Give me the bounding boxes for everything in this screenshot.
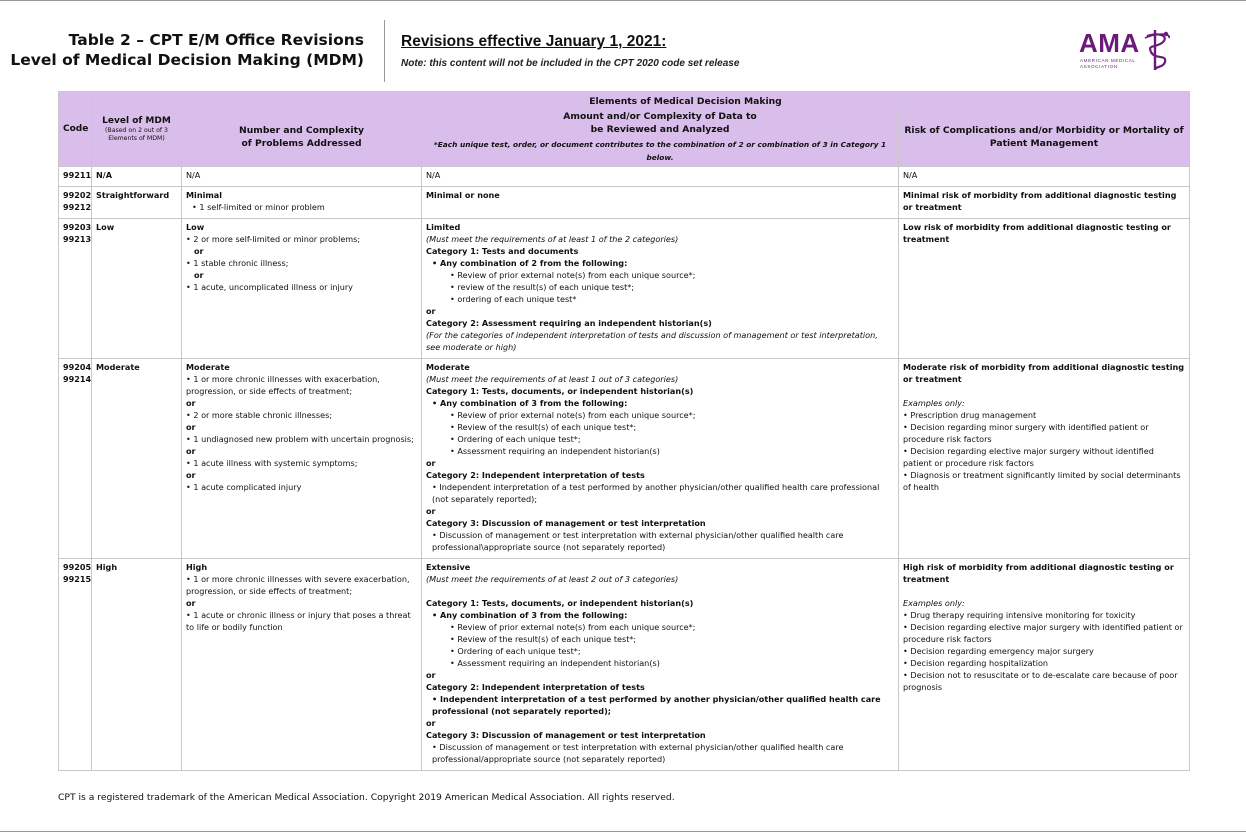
cell-line: N/A	[426, 170, 441, 180]
header-data-line-2: be Reviewed and Analyzed	[590, 124, 730, 135]
cpt-code-cell: 99204 99214	[59, 359, 92, 559]
title-line-2: Level of Medical Decision Making (MDM)	[10, 51, 364, 69]
mdm-level-cell: High	[92, 559, 182, 771]
cell-line: (For the categories of independent interpretation of tests and discussion of management or test interpretation, see moderate or high)	[426, 330, 878, 352]
cell-line: Minimal risk of morbidity from additional diagnostic testing or treatment	[903, 190, 1177, 212]
cell-line: • Decision regarding minor surgery with identified patient or procedure risk factors	[903, 422, 1149, 444]
mdm-level-cell: Low	[92, 219, 182, 359]
data-cell	[422, 187, 899, 219]
mdm-level-cell: Straightforward	[92, 187, 182, 219]
cell-line: Examples only:	[903, 598, 965, 608]
cell-line: • Review of the result(s) of each unique test*;	[450, 422, 637, 432]
header-problems-line-2: of Problems Addressed	[241, 138, 362, 149]
problems-cell	[182, 219, 422, 359]
risk-cell	[899, 359, 1190, 559]
risk-cell	[899, 187, 1190, 219]
data-cell	[422, 219, 899, 359]
table-row	[59, 559, 1190, 771]
header-code: Code	[59, 92, 92, 167]
page-header	[0, 18, 1246, 88]
data-cell	[422, 167, 899, 187]
header-level	[92, 92, 182, 167]
mdm-table	[58, 91, 1190, 771]
risk-cell	[899, 559, 1190, 771]
header-data-line-1: Amount and/or Complexity of Data to	[563, 111, 757, 122]
cell-line: (Must meet the requirements of at least 1 of the 2 categories)	[426, 234, 679, 244]
caduceus-icon	[1141, 28, 1175, 72]
cell-line	[426, 585, 894, 597]
cpt-code-cell: 99205 99215	[59, 559, 92, 771]
cell-line: Category 2: Independent interpretation of tests	[426, 682, 645, 692]
cell-line: • 1 or more chronic illnesses with exacerbation, progression, or side effects of treatment;	[186, 374, 380, 396]
risk-cell	[899, 167, 1190, 187]
cell-line: • Prescription drug management	[903, 410, 1037, 420]
cell-line: Limited	[426, 222, 461, 232]
logo-subtitle	[1080, 58, 1150, 70]
cell-line: • Decision regarding elective major surgery with identified patient or procedure risk factors	[903, 622, 1183, 644]
cell-line: or	[186, 598, 196, 608]
cell-line: • 1 acute complicated injury	[186, 482, 302, 492]
cell-line: or	[426, 306, 436, 316]
cell-line: (Must meet the requirements of at least 1 out of 3 categories)	[426, 374, 679, 384]
cell-line: (Must meet the requirements of at least 2 out of 3 categories)	[426, 574, 679, 584]
cell-line: N/A	[186, 170, 201, 180]
cell-line: • 1 or more chronic illnesses with severe exacerbation, progression, or side effects of treatment;	[186, 574, 410, 596]
ama-logo	[1079, 28, 1179, 80]
cpt-code-cell: 99211	[59, 167, 92, 187]
cell-line: Examples only:	[903, 398, 965, 408]
cell-line: • Decision regarding emergency major surgery	[903, 646, 1094, 656]
revisions-note: Note: this content will not be included in the CPT 2020 code set release	[401, 58, 740, 69]
data-cell	[422, 559, 899, 771]
cell-line: Low risk of morbidity from additional diagnostic testing or treatment	[903, 222, 1171, 244]
cell-line: or	[426, 670, 436, 680]
cell-line: Moderate risk of morbidity from additional diagnostic testing or treatment	[903, 362, 1185, 384]
cell-line: Category 1: Tests and documents	[426, 246, 579, 256]
table-row	[59, 167, 1190, 187]
cell-line: Category 2: Independent interpretation of tests	[426, 470, 645, 480]
cell-line	[903, 385, 1185, 397]
cell-line: Category 3: Discussion of management or test interpretation	[426, 730, 706, 740]
header-data-note: *Each unique test, order, or document contributes to the combination of 2 or combination of 3 in Category 1 below.	[433, 140, 887, 162]
header-level-title: Level of MDM	[102, 116, 171, 126]
cell-line: Category 1: Tests, documents, or independent historian(s)	[426, 386, 694, 396]
cell-line: or	[426, 506, 436, 516]
header-problems	[182, 108, 422, 167]
cell-line: • Independent interpretation of a test performed by another physician/other qualified health care professional (not separately reported);	[432, 694, 881, 716]
cell-line: or	[186, 422, 196, 432]
table-title	[10, 30, 364, 70]
cell-line: • Assessment requiring an independent historian(s)	[450, 658, 660, 668]
cell-line: High risk of morbidity from additional diagnostic testing or treatment	[903, 562, 1174, 584]
header-elements: Elements of Medical Decision Making	[182, 92, 1190, 109]
cell-line: Moderate	[426, 362, 470, 372]
cell-line: Moderate	[186, 362, 230, 372]
header-risk-line-2: Patient Management	[989, 138, 1099, 149]
data-cell	[422, 359, 899, 559]
logo-subtitle-line-2: ASSOCIATION	[1080, 64, 1118, 69]
mdm-table-body	[59, 167, 1190, 771]
revisions-heading: Revisions effective January 1, 2021:	[401, 33, 667, 50]
cell-line: • Ordering of each unique test*;	[450, 434, 581, 444]
cell-line: Category 3: Discussion of management or test interpretation	[426, 518, 706, 528]
bottom-rule	[0, 831, 1246, 832]
cell-line: Minimal or none	[426, 190, 500, 200]
copyright-footer: CPT is a registered trademark of the American Medical Association. Copyright 2019 American Medical Association. All rights reserved.	[58, 792, 675, 803]
cell-line: N/A	[903, 170, 918, 180]
top-rule	[0, 0, 1246, 1]
header-problems-line-1: Number and Complexity	[239, 125, 364, 136]
cell-line: • Diagnosis or treatment significantly limited by social determinants of health	[903, 470, 1181, 492]
cell-line: • 2 or more stable chronic illnesses;	[186, 410, 333, 420]
cpt-code-cell: 99202 99212	[59, 187, 92, 219]
cell-line: • Drug therapy requiring intensive monitoring for toxicity	[903, 610, 1136, 620]
mdm-level-cell: Moderate	[92, 359, 182, 559]
cell-line: Minimal	[186, 190, 223, 200]
cell-line: • Decision regarding hospitalization	[903, 658, 1049, 668]
cell-line: or	[186, 398, 196, 408]
cell-line: • Any combination of 3 from the following:	[432, 610, 628, 620]
cell-line	[903, 585, 1185, 597]
cell-line: • Any combination of 2 from the following:	[432, 258, 628, 268]
header-level-subtitle: (Based on 2 out of 3 Elements of MDM)	[105, 127, 168, 142]
cell-line: Extensive	[426, 562, 471, 572]
cell-line: • Review of the result(s) of each unique test*;	[450, 634, 637, 644]
problems-cell	[182, 167, 422, 187]
table-row	[59, 187, 1190, 219]
problems-cell	[182, 187, 422, 219]
cell-line: or	[194, 246, 204, 256]
cell-line: • 2 or more self-limited or minor problems;	[186, 234, 361, 244]
table-row	[59, 359, 1190, 559]
cell-line: • 1 acute illness with systemic symptoms;	[186, 458, 358, 468]
problems-cell	[182, 559, 422, 771]
cell-line: • Decision not to resuscitate or to de-escalate care because of poor prognosis	[903, 670, 1178, 692]
header-divider	[384, 20, 385, 82]
cell-line: or	[426, 718, 436, 728]
cell-line: • Assessment requiring an independent historian(s)	[450, 446, 660, 456]
cell-line: • Any combination of 3 from the following:	[432, 398, 628, 408]
cell-line: • 1 undiagnosed new problem with uncertain prognosis;	[186, 434, 414, 444]
cell-line: • Discussion of management or test interpretation with external physician/other qualified health care professional/appropriate source (not separately reported)	[432, 742, 844, 764]
cell-line: • 1 acute, uncomplicated illness or injury	[186, 282, 353, 292]
header-risk	[899, 108, 1190, 167]
problems-cell	[182, 359, 422, 559]
header-risk-line-1: Risk of Complications and/or Morbidity or Mortality of	[904, 125, 1184, 136]
cell-line: • Review of prior external note(s) from each unique source*;	[450, 410, 696, 420]
cell-line: Low	[186, 222, 205, 232]
risk-cell	[899, 219, 1190, 359]
cell-line: or	[194, 270, 204, 280]
cell-line: • Independent interpretation of a test performed by another physician/other qualified health care professional (not separately reported);	[432, 482, 880, 504]
cell-line: • Discussion of management or test interpretation with external physician/other qualified health care professional\appropriate source (not separately reported)	[432, 530, 844, 552]
cell-line: • Ordering of each unique test*;	[450, 646, 581, 656]
cell-line: • 1 acute or chronic illness or injury that poses a threat to life or bodily function	[186, 610, 411, 632]
mdm-level-cell: N/A	[92, 167, 182, 187]
logo-text: AMA	[1079, 28, 1140, 58]
cell-line: • review of the result(s) of each unique test*;	[450, 282, 635, 292]
cpt-code-cell: 99203 99213	[59, 219, 92, 359]
header-data	[422, 108, 899, 167]
cell-line: • Review of prior external note(s) from each unique source*;	[450, 622, 696, 632]
cell-line: or	[186, 446, 196, 456]
table-row	[59, 219, 1190, 359]
cell-line: or	[426, 458, 436, 468]
logo-subtitle-line-1: AMERICAN MEDICAL	[1080, 58, 1136, 63]
title-line-1: Table 2 – CPT E/M Office Revisions	[68, 31, 364, 49]
cell-line: • 1 stable chronic illness;	[186, 258, 289, 268]
cell-line: Category 1: Tests, documents, or independent historian(s)	[426, 598, 694, 608]
cell-line: Category 2: Assessment requiring an independent historian(s)	[426, 318, 712, 328]
cell-line: • Review of prior external note(s) from each unique source*;	[450, 270, 696, 280]
cell-line: High	[186, 562, 208, 572]
cell-line: or	[186, 470, 196, 480]
cell-line: • ordering of each unique test*	[450, 294, 577, 304]
cell-line: • Decision regarding elective major surgery without identified patient or procedure risk factors	[903, 446, 1154, 468]
cell-line: • 1 self-limited or minor problem	[192, 202, 325, 212]
